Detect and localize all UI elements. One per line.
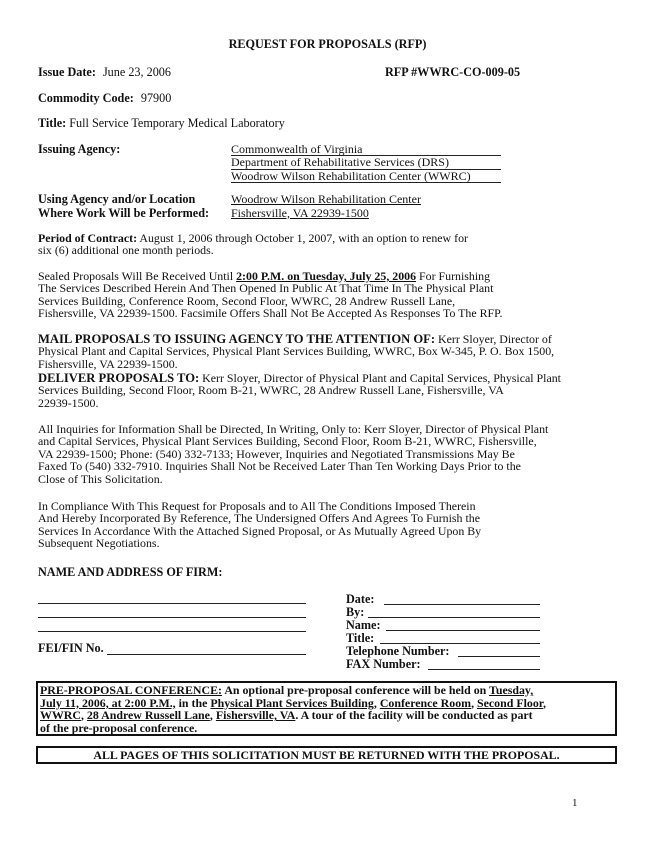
- conference-sep-4: ,: [80, 708, 87, 723]
- period-label: Period of Contract:: [38, 231, 138, 245]
- issuing-agency-line-3: Woodrow Wilson Rehabilitation Center (WWRC): [231, 170, 501, 183]
- commodity-code-label: Commodity Code:: [38, 91, 134, 105]
- issue-date-value: June 23, 2006: [102, 65, 171, 79]
- sealed-proposals: [38, 270, 628, 320]
- return-notice-box: [36, 746, 617, 764]
- issuing-agency-block: [231, 143, 501, 183]
- sealed-deadline: 2:00 P.M. on Tuesday, July 25, 2006: [236, 269, 417, 283]
- sealed-before: Sealed Proposals Will Be Received Until: [38, 269, 237, 283]
- deliver-text: Kerr Sloyer, Director of Physical Plant and Capital Services, Physical Plant Services Building, Second Floor, Room B-21, WWRC, 28 Andrew Russell Lane, Fishersville, VA 22939-1500.: [38, 371, 561, 410]
- by-label: By:: [346, 605, 365, 619]
- conference-date-time: July 11, 2006, at 2:00 P.M.,: [40, 695, 176, 710]
- date-label: Date:: [346, 592, 375, 606]
- deliver-proposals: [38, 372, 638, 409]
- conference-city: Fishersville, VA: [215, 708, 296, 723]
- using-agency-value-2: Fishersville, VA 22939-1500: [231, 205, 369, 220]
- issuing-agency-line-1: Commonwealth of Virginia: [231, 143, 501, 156]
- rfp-title-value: Full Service Temporary Medical Laboratory: [69, 116, 285, 130]
- issue-date-label: Issue Date:: [38, 65, 96, 79]
- rfp-title-label: Title:: [38, 116, 67, 130]
- commodity-code: [38, 92, 171, 105]
- inquiries-paragraph: All Inquiries for Information Shall be Directed, In Writing, Only to: Kerr Sloyer, Director of Physical Plant and Capital Services, Physical Plant Services Building, Second Floor, Room B-21, WWRC, Fishersville, VA 22939-1500; Phone: (540) 332-7133; However, Inquiries and Negotiated Transmissions May Be Faxed To (540) 332-7910. Inquiries Shall Not be Received Later Than Ten Working Days Prior to the Close of This Solicitation.: [38, 422, 549, 486]
- conference-in-the: in the: [175, 695, 211, 710]
- conference-label: PRE-PROPOSAL CONFERENCE:: [40, 683, 222, 697]
- issuing-agency-line-2: Department of Rehabilitative Services (DRS): [231, 156, 501, 169]
- using-agency-value-1: Woodrow Wilson Rehabilitation Center: [231, 192, 421, 206]
- issuing-agency-label: Issuing Agency:: [38, 142, 121, 156]
- using-agency-label-2: Where Work Will be Performed:: [38, 206, 210, 220]
- conference-intro: An optional pre-proposal conference will be held on: [222, 683, 490, 697]
- fax-line[interactable]: [428, 669, 540, 670]
- conference-street: 28 Andrew Russell Lane: [86, 708, 210, 723]
- mail-proposals: [38, 333, 638, 370]
- rfp-title: [38, 117, 285, 130]
- fax-label: FAX Number:: [346, 657, 421, 671]
- conference-building: Physical Plant Services Building: [210, 695, 374, 710]
- mail-text: Kerr Sloyer, Director of Physical Plant and Capital Services, Physical Plant Services Building, WWRC, Box W-345, P. O. Box 1500, Fishersville, VA 22939-1500.: [38, 332, 555, 371]
- firm-heading: NAME AND ADDRESS OF FIRM:: [38, 565, 223, 579]
- name-line[interactable]: [386, 630, 540, 631]
- conference-sep-2: ,: [471, 695, 478, 710]
- pre-proposal-conference-box: [36, 681, 617, 736]
- date-line[interactable]: [384, 604, 540, 605]
- commodity-code-value: 97900: [140, 91, 172, 105]
- conference-text: [40, 684, 614, 734]
- using-agency-label-1: Using Agency and/or Location: [38, 192, 196, 206]
- compliance-paragraph: In Compliance With This Request for Proposals and to All The Conditions Imposed Therein And Hereby Incorporated By Reference, The Undersigned Offers And Agrees To Furnish the Services In Accordance With the Attached Signed Proposal, or As Mutually Agreed Upon By Subsequent Negotiations.: [38, 499, 482, 551]
- fei-label: FEI/FIN No.: [38, 641, 104, 655]
- conference-end: of the pre-proposal conference.: [40, 720, 198, 735]
- conference-floor: Second Floor: [477, 695, 543, 710]
- page-number: 1: [572, 797, 578, 809]
- conference-wwrc: WWRC: [40, 708, 81, 723]
- using-agency-block: [231, 193, 421, 220]
- sealed-after: For Furnishing The Services Described Herein And Then Opened In Public At That Time In The Physical Plant Services Building, Conference Room, Second Floor, WWRC, 28 Andrew Russell Lane, Fishersville, VA 22939-1500. Facsimile Offers Shall Not Be Accepted As Responses To The RFP.: [38, 269, 503, 321]
- conference-sep-1: ,: [373, 695, 380, 710]
- conference-tour: . A tour of the facility will be conducted as part: [295, 708, 533, 723]
- firm-line-3[interactable]: [38, 631, 306, 632]
- document-title: REQUEST FOR PROPOSALS (RFP): [228, 37, 427, 51]
- name-label: Name:: [346, 618, 381, 632]
- fei-row: [38, 641, 104, 656]
- conference-day: Tuesday,: [489, 683, 534, 697]
- conference-room: Conference Room: [379, 695, 472, 710]
- fei-line[interactable]: [107, 654, 306, 655]
- firm-line-1[interactable]: [38, 603, 306, 604]
- issue-date: [38, 66, 171, 79]
- telephone-label: Telephone Number:: [346, 644, 450, 658]
- conference-sep-3: ,: [542, 695, 546, 710]
- firm-line-2[interactable]: [38, 617, 306, 618]
- deliver-label: DELIVER PROPOSALS TO:: [38, 371, 200, 385]
- period-of-contract: [38, 232, 628, 257]
- return-notice: ALL PAGES OF THIS SOLICITATION MUST BE RETURNED WITH THE PROPOSAL.: [93, 748, 560, 762]
- mail-label: MAIL PROPOSALS TO ISSUING AGENCY TO THE ATTENTION OF:: [38, 332, 436, 346]
- by-line[interactable]: [368, 617, 540, 618]
- telephone-line[interactable]: [458, 656, 540, 657]
- title-label: Title:: [346, 631, 375, 645]
- rfp-number: RFP #WWRC-CO-009-05: [385, 65, 521, 79]
- period-text: August 1, 2006 through October 1, 2007, with an option to renew for six (6) additional one month periods.: [38, 231, 468, 258]
- conference-sep-5: ,: [209, 708, 216, 723]
